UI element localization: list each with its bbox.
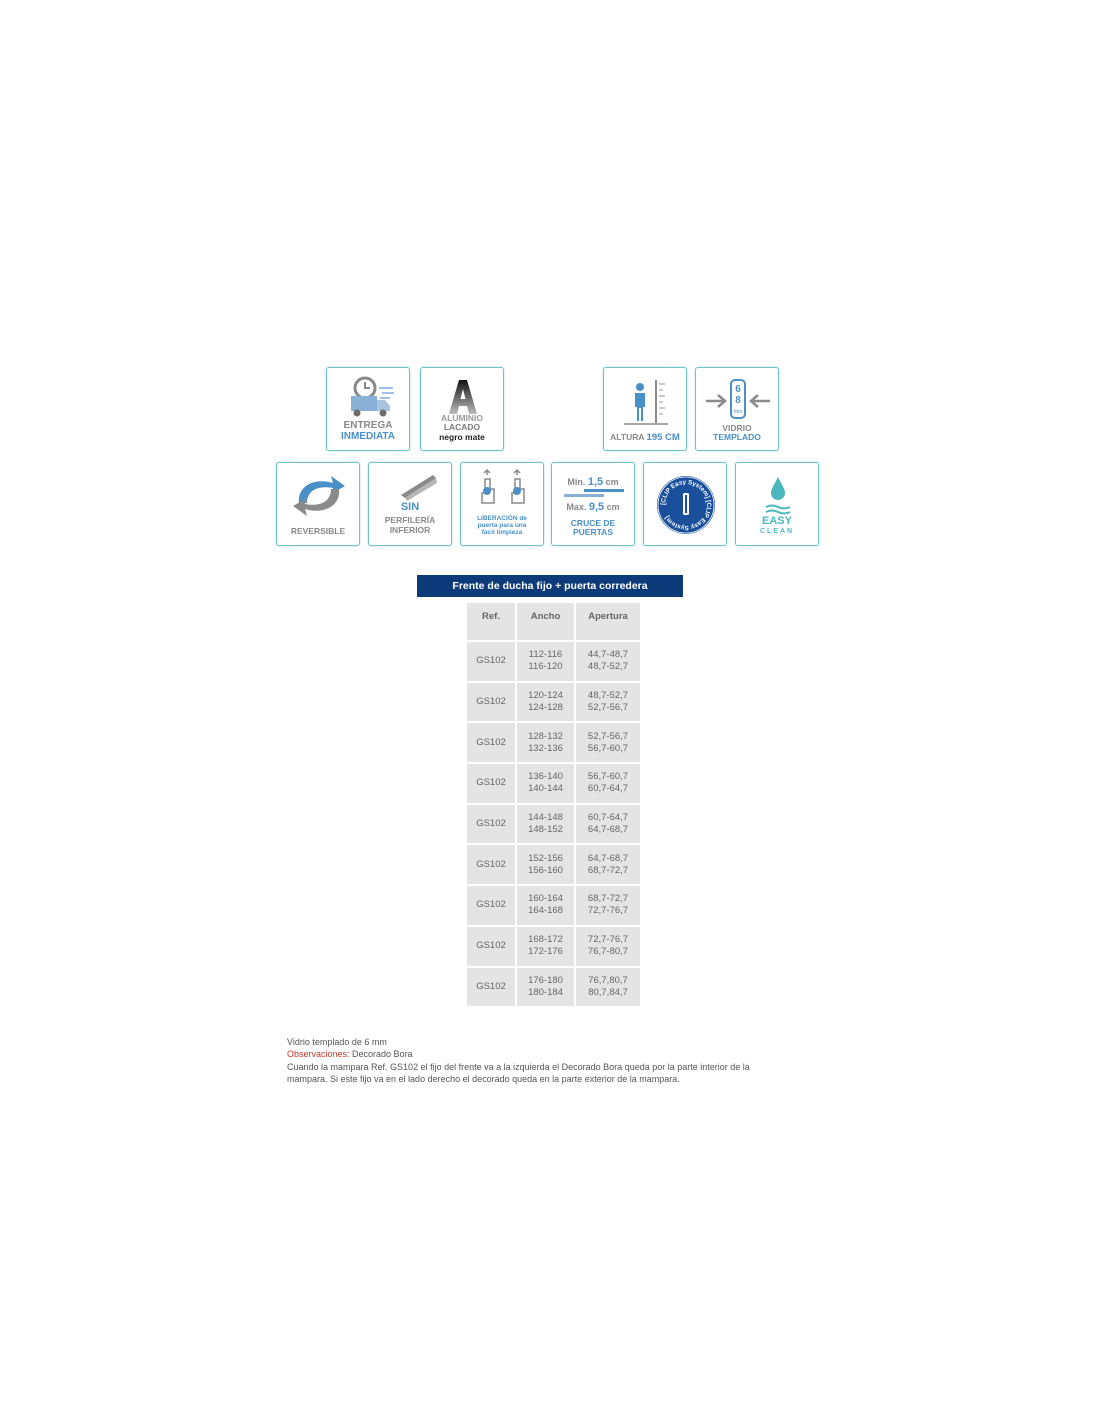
cell-ancho [517,683,574,722]
cell-ancho1: 152-156 [528,852,563,864]
note-observaciones [287,1048,787,1060]
cell-ancho [517,968,574,1007]
cell-ancho [517,845,574,884]
cell-apertura [576,764,640,803]
cell-ancho1: 168-172 [528,934,563,946]
cell-ancho1: 136-140 [528,771,563,783]
feature-easy-clean [735,462,819,546]
min-unit: cm [605,477,619,487]
cell-ancho1: 112-116 [528,649,563,661]
cell-ancho [517,642,574,681]
cell-ap2: 52,7-56,7 [587,702,629,714]
obs-label: Observaciones: [287,1049,350,1060]
header-ref: Ref. [467,603,515,640]
feature-liberacion-puerta [460,462,544,546]
table-row [467,723,640,762]
cell-ancho1: 160-164 [528,893,563,905]
cell-ap1: 76,7,80,7 [588,974,628,986]
reversible-arrows-icon [277,463,361,521]
cell-ancho2: 132-136 [528,742,563,754]
cell-apertura [576,683,640,722]
cell-ap1: 44,7-48,7 [587,649,629,661]
feature-vidrio-templado [695,367,779,451]
tempered-glass-icon [696,368,780,426]
feature-reversible [276,462,360,546]
glass-unit: mm [733,409,743,415]
cell-ap1: 48,7-52,7 [587,690,629,702]
cell-ancho1: 128-132 [528,730,563,742]
cell-ref [467,886,515,925]
table-row [467,845,640,884]
cell-ancho2: 148-152 [528,824,563,836]
cell-ap2: 68,7-72,7 [587,864,629,876]
table-row [467,927,640,966]
max-value: 9,5 [588,501,605,513]
label-lacado: LACADO [443,422,481,432]
cell-ref [467,968,515,1007]
cell-ap2: 48,7-52,7 [587,661,629,673]
feature-altura [603,367,687,451]
cell-ref [467,764,515,803]
cell-ref: GS102 [476,696,506,708]
cell-ancho2: 140-144 [528,783,563,795]
cell-ancho1: 176-180 [528,974,563,986]
label-easy: EASY [762,515,792,527]
table-row [467,764,640,803]
cell-ap2: 64,7-68,7 [587,824,629,836]
cell-ancho2: 116-120 [528,661,563,673]
note-glass: Vidrio templado de 6 mm [287,1037,387,1047]
label-inmediata: INMEDIATA [340,431,396,442]
clip-ring-text: [CLIP Easy System] [CLIP Easy System] [659,478,713,532]
table-row [467,805,640,844]
table-row [467,968,640,1007]
cell-ancho1: 120-124 [528,690,563,702]
min-value: 1,5 [587,476,604,488]
cell-apertura [576,968,640,1007]
label-vidrio: VIDRIO [722,423,752,433]
label-altura-row [604,432,686,443]
cell-ref: GS102 [476,980,506,992]
label-clean: CLEAN [759,528,795,535]
spec-table [465,601,642,1008]
label-templado: TEMPLADO [713,432,761,442]
cell-ancho2: 124-128 [528,702,563,714]
cell-ancho [517,764,574,803]
obs-value: Decorado Bora [349,1049,413,1060]
cell-ref [467,642,515,681]
label-perfileria: PERFILERÍA [384,515,436,525]
cell-ap2: 76,7-80,7 [587,946,629,958]
clip-easy-system-badge-icon [644,463,728,547]
cell-ap2: 60,7-64,7 [587,783,629,795]
cell-ancho2: 172-176 [528,946,563,958]
cell-ref: GS102 [476,899,506,911]
label-puerta-para-una: puerta para una [477,522,527,529]
cell-ap2: 72,7-76,7 [587,905,629,917]
cell-ap1: 64,7-68,7 [587,852,629,864]
label-inferior: INFERIOR [389,525,431,535]
cell-ref [467,805,515,844]
cell-ref: GS102 [476,818,506,830]
cell-ancho2: 156-160 [528,864,563,876]
glass-top-number: 6 [735,384,741,395]
cell-ap1: 56,7-60,7 [587,771,629,783]
cell-ap2: 80,7,84,7 [588,986,628,998]
cell-ref: GS102 [476,940,506,952]
cell-ref [467,683,515,722]
feature-cruce-puertas [551,462,635,546]
cell-apertura [576,886,640,925]
water-drop-icon [736,463,820,521]
cell-apertura [576,805,640,844]
label-cruce-de: CRUCE DE [570,518,616,528]
notes [287,1036,787,1085]
cell-ancho [517,927,574,966]
table-row [467,642,640,681]
label-facil-limpieza: fácil limpieza [481,529,523,536]
cell-ref: GS102 [476,736,506,748]
cell-ancho [517,886,574,925]
cell-ancho1: 144-148 [528,812,563,824]
cell-ref [467,845,515,884]
person-height-icon [604,368,688,426]
cell-ap1: 68,7-72,7 [587,893,629,905]
cell-apertura [576,927,640,966]
table-row [467,683,640,722]
cell-ancho2: 164-168 [528,905,563,917]
cell-ancho [517,723,574,762]
feature-entrega-inmediata [326,367,410,451]
label-negro-mate: negro mate [439,432,485,442]
header-apertura: Apertura [576,603,640,640]
label-entrega: ENTREGA [343,420,393,431]
max-row [552,502,634,512]
cell-ref: GS102 [476,777,506,789]
cell-apertura [576,642,640,681]
max-unit: cm [606,502,620,512]
table-title: Frente de ducha fijo + puerta corredera [417,575,683,597]
label-195cm: 195 CM [646,432,680,443]
label-reversible: REVERSIBLE [290,526,346,536]
cell-ref [467,723,515,762]
cell-ap1: 72,7-76,7 [587,934,629,946]
label-sin: SIN [400,501,420,513]
glass-bottom-number: 8 [735,395,741,406]
table-header-row [467,603,640,640]
label-puertas: PUERTAS [573,527,613,537]
label-altura: ALTURA [610,432,645,442]
cell-ref: GS102 [476,655,506,667]
cell-ap2: 56,7-60,7 [587,742,629,754]
feature-clip-easy-system [643,462,727,546]
cell-ap1: 52,7-56,7 [587,730,629,742]
cell-ancho2: 180-184 [528,986,563,998]
cell-ref [467,927,515,966]
cell-ap1: 60,7-64,7 [587,812,629,824]
note-description: Cuando la mampara Ref. GS102 el fijo del frente va a la izquierda el Decorado Bora queda por la parte interior de la mampara. Si este fijo va en el lado derecho el decorado queda en la parte exterior de la mampara. [287,1061,750,1084]
cell-apertura [576,845,640,884]
header-ancho: Ancho [517,603,574,640]
label-aluminio: ALUMINIO [440,413,484,423]
min-label: Min. [567,477,586,487]
feature-aluminio-lacado [420,367,504,451]
cell-ref: GS102 [476,858,506,870]
cell-apertura [576,723,640,762]
table-row [467,886,640,925]
label-liberacion: LIBERACIÓN de [477,515,527,522]
feature-sin-perfileria [368,462,452,546]
max-label: Max. [566,502,587,512]
hand-lift-icon [461,463,545,521]
cell-ancho [517,805,574,844]
delivery-truck-icon [327,368,411,426]
